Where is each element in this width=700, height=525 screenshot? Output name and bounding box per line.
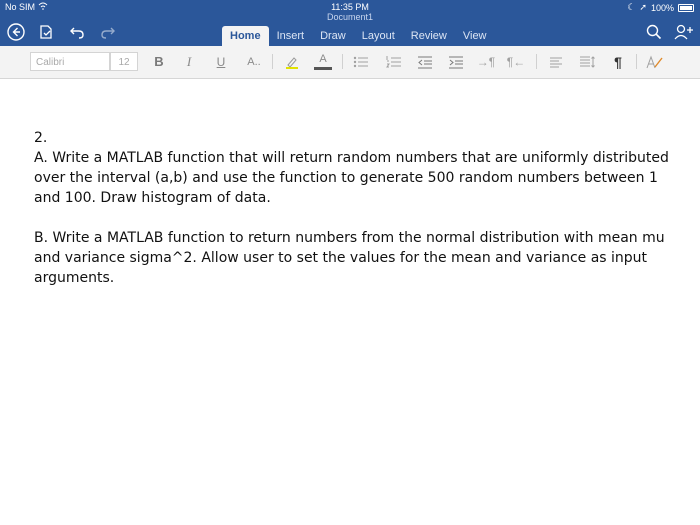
align-left-icon[interactable] bbox=[546, 52, 566, 71]
battery-percent: 100% bbox=[650, 2, 674, 13]
save-icon[interactable] bbox=[36, 22, 56, 42]
separator bbox=[342, 54, 343, 69]
bullets-icon[interactable] bbox=[350, 52, 372, 71]
font-size-shrink-button[interactable]: A.. bbox=[247, 55, 261, 68]
tab-review[interactable]: Review bbox=[410, 30, 447, 42]
font-size-field[interactable]: 12 bbox=[110, 52, 138, 71]
paragraph-b: B. Write a MATLAB function to return numbers from the normal distribution with mean mu and variance sigma^2. Allow user to set the values for the mean and variance as input arguments. bbox=[34, 230, 665, 286]
undo-icon[interactable] bbox=[67, 22, 87, 42]
ribbon-tabs bbox=[222, 26, 495, 46]
italic-button[interactable]: I bbox=[186, 53, 192, 69]
rtl-paragraph-icon[interactable]: ¶← bbox=[506, 54, 526, 69]
document-title: Document1 bbox=[326, 12, 374, 22]
font-color-swatch bbox=[314, 67, 332, 70]
tab-home[interactable]: Home bbox=[222, 26, 269, 46]
title-bar bbox=[0, 0, 700, 46]
increase-indent-icon[interactable] bbox=[445, 52, 467, 71]
location-icon: ➚ bbox=[639, 2, 647, 12]
ltr-paragraph-icon[interactable]: →¶ bbox=[476, 54, 496, 69]
underline-button[interactable]: U bbox=[216, 54, 226, 69]
battery-icon bbox=[678, 4, 694, 12]
moon-icon: ☾ bbox=[627, 2, 636, 12]
redo-icon[interactable] bbox=[98, 22, 118, 42]
styles-icon[interactable] bbox=[644, 52, 666, 71]
back-icon[interactable] bbox=[6, 22, 26, 42]
status-right bbox=[627, 2, 694, 13]
clock: 11:35 PM bbox=[331, 2, 369, 12]
show-formatting-button[interactable]: ¶ bbox=[614, 53, 622, 70]
tab-layout[interactable]: Layout bbox=[361, 30, 395, 42]
share-person-icon[interactable] bbox=[673, 22, 695, 42]
separator bbox=[636, 54, 637, 69]
highlight-icon[interactable] bbox=[282, 52, 302, 71]
bold-button[interactable]: B bbox=[154, 54, 164, 69]
font-color-button[interactable] bbox=[312, 52, 334, 71]
separator bbox=[272, 54, 273, 69]
status-center bbox=[0, 2, 700, 22]
document-body[interactable] bbox=[34, 128, 684, 288]
separator bbox=[536, 54, 537, 69]
carrier-label: No SIM bbox=[5, 2, 36, 12]
numbering-icon[interactable] bbox=[383, 52, 405, 71]
tab-view[interactable]: View bbox=[462, 30, 487, 42]
paragraph-a: A. Write a MATLAB function that will return random numbers that are uniformly distributed over the interval (a,b) and use the function to generate 500 random numbers between 1 and 100. Draw histogram of data. bbox=[34, 150, 669, 206]
line-spacing-icon[interactable] bbox=[576, 52, 598, 71]
font-color-label: A bbox=[319, 52, 327, 65]
blank-line bbox=[34, 208, 684, 228]
tab-draw[interactable]: Draw bbox=[320, 30, 346, 42]
question-number: 2. bbox=[34, 130, 48, 146]
search-icon[interactable] bbox=[644, 22, 664, 42]
home-ribbon bbox=[0, 46, 700, 79]
font-name-field[interactable]: Calibri bbox=[30, 52, 110, 71]
decrease-indent-icon[interactable] bbox=[414, 52, 436, 71]
tab-insert[interactable]: Insert bbox=[276, 30, 305, 42]
